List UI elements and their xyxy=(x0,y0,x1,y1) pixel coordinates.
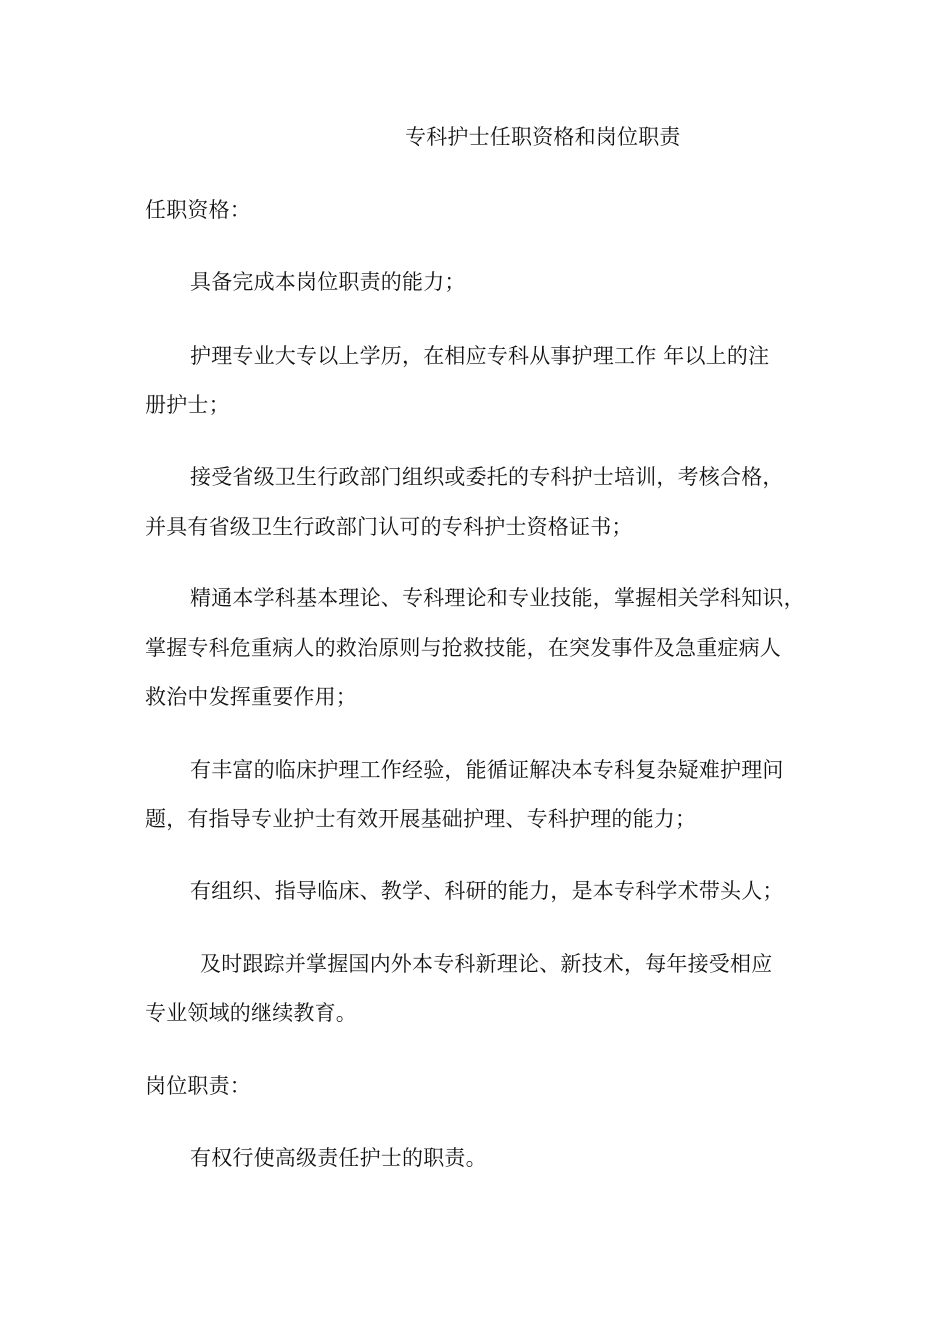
qualification-item-4-line-2: 掌握专科危重病人的救治原则与抢救技能，在突发事件及急重症病人 xyxy=(145,636,781,660)
qualification-item-4-line-3: 救治中发挥重要作用； xyxy=(145,685,357,709)
qualification-item-6-line-1: 有组织、指导临床、教学、科研的能力，是本专科学术带头人； xyxy=(190,879,784,903)
duty-item-1-line-1: 有权行使高级责任护士的职责。 xyxy=(190,1146,487,1170)
duties-heading: 岗位职责： xyxy=(145,1074,251,1098)
qualification-item-2-line-2: 册护士； xyxy=(145,393,230,417)
qualification-item-2-line-1: 护理专业大专以上学历，在相应专科从事护理工作 年以上的注 xyxy=(190,344,770,368)
qualification-item-7-line-2: 专业领域的继续教育。 xyxy=(145,1001,357,1025)
qualification-item-3-line-2: 并具有省级卫生行政部门认可的专科护士资格证书； xyxy=(145,515,633,539)
qualification-item-5-line-1: 有丰富的临床护理工作经验，能循证解决本专科复杂疑难护理问 xyxy=(190,758,784,782)
qualification-item-7-line-1: 及时跟踪并掌握国内外本专科新理论、新技术，每年接受相应 xyxy=(200,952,773,976)
document-title: 专科护士任职资格和岗位职责 xyxy=(405,125,681,149)
qualification-item-3-line-1: 接受省级卫生行政部门组织或委托的专科护士培训，考核合格， xyxy=(190,465,784,489)
qualification-item-1-line-1: 具备完成本岗位职责的能力； xyxy=(190,270,466,294)
qualification-item-4-line-1: 精通本学科基本理论、专科理论和专业技能，掌握相关学科知识， xyxy=(190,586,805,610)
qualification-item-5-line-2: 题，有指导专业护士有效开展基础护理、专科护理的能力； xyxy=(145,807,697,831)
qualifications-heading: 任职资格： xyxy=(145,198,251,222)
